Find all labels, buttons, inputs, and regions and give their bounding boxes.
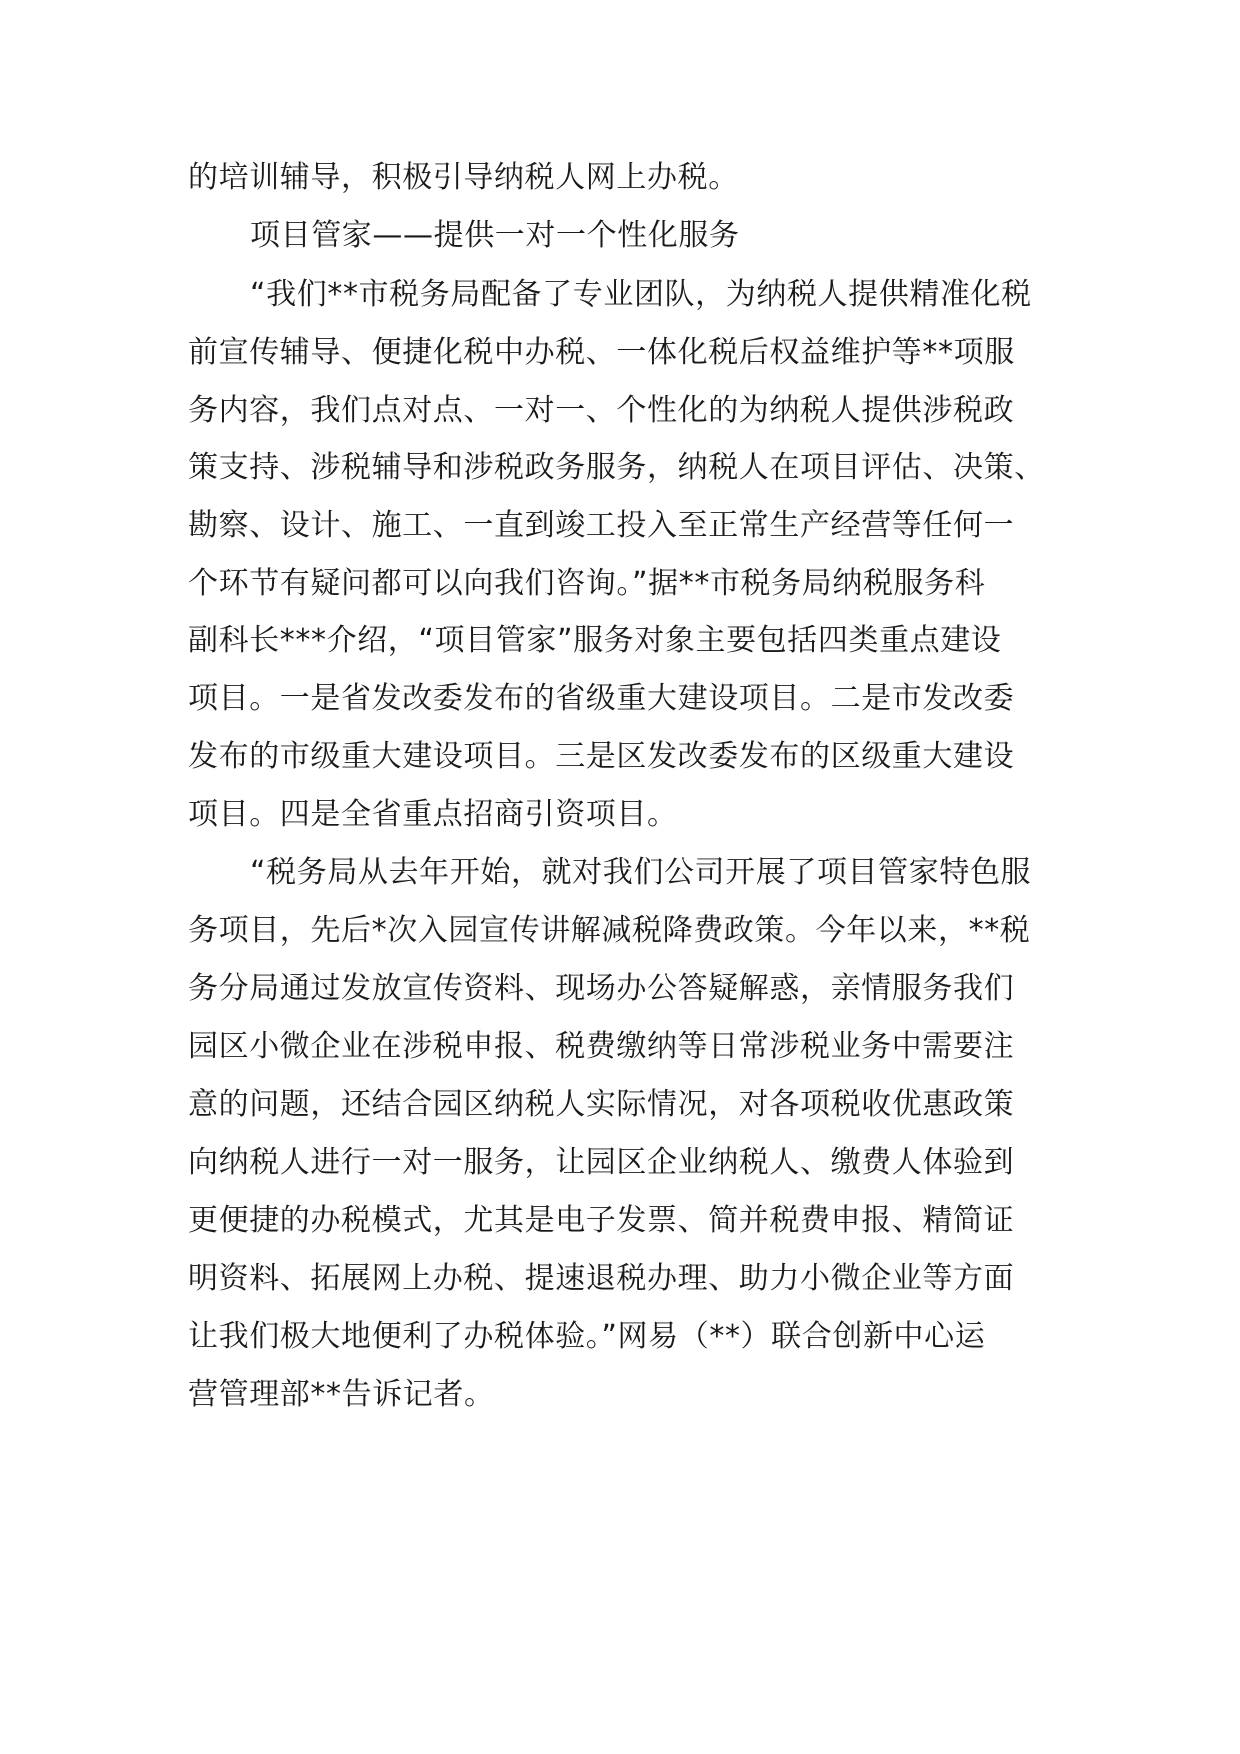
text-line: 营管理部**告诉记者。 (188, 1377, 495, 1412)
text-line: 副科长***介绍，“项目管家”服务对象主要包括四类重点建设 (188, 623, 1002, 658)
text-line: 向纳税人进行一对一服务，让园区企业纳税人、缴费人体验到 (188, 1145, 1015, 1180)
text-line: 园区小微企业在涉税申报、税费缴纳等日常涉税业务中需要注 (188, 1029, 1015, 1064)
text-line: 发布的市级重大建设项目。三是区发改委发布的区级重大建设 (188, 739, 1015, 774)
section-heading: 项目管家——提供一对一个性化服务 (250, 218, 740, 253)
text-line: 务项目，先后*次入园宣传讲解减税降费政策。今年以来，**税 (188, 913, 1031, 948)
text-line: 让我们极大地便利了办税体验。”网易（**）联合创新中心运 (188, 1319, 986, 1354)
text-line: 项目。四是全省重点招商引资项目。 (188, 797, 678, 832)
text-line: 务分局通过发放宣传资料、现场办公答疑解惑，亲情服务我们 (188, 971, 1015, 1006)
text-line: “我们**市税务局配备了专业团队，为纳税人提供精准化税 (250, 277, 1032, 312)
text-line: 个环节有疑问都可以向我们咨询。”据**市税务局纳税服务科 (188, 566, 986, 601)
text-line: “税务局从去年开始，就对我们公司开展了项目管家特色服 (250, 855, 1032, 890)
text-line: 前宣传辅导、便捷化税中办税、一体化税后权益维护等**项服 (188, 335, 1015, 370)
text-line: 勘察、设计、施工、一直到竣工投入至正常生产经营等任何一 (188, 508, 1015, 543)
text-line: 的培训辅导，积极引导纳税人网上办税。 (188, 160, 739, 195)
text-line: 更便捷的办税模式，尤其是电子发票、简并税费申报、精简证 (188, 1203, 1015, 1238)
text-line: 项目。一是省发改委发布的省级重大建设项目。二是市发改委 (188, 681, 1015, 716)
text-line: 务内容，我们点对点、一对一、个性化的为纳税人提供涉税政 (188, 393, 1015, 428)
text-line: 策支持、涉税辅导和涉税政务服务，纳税人在项目评估、决策、 (188, 450, 1045, 485)
text-line: 意的问题，还结合园区纳税人实际情况，对各项税收优惠政策 (188, 1087, 1015, 1122)
text-line: 明资料、拓展网上办税、提速退税办理、助力小微企业等方面 (188, 1261, 1015, 1296)
